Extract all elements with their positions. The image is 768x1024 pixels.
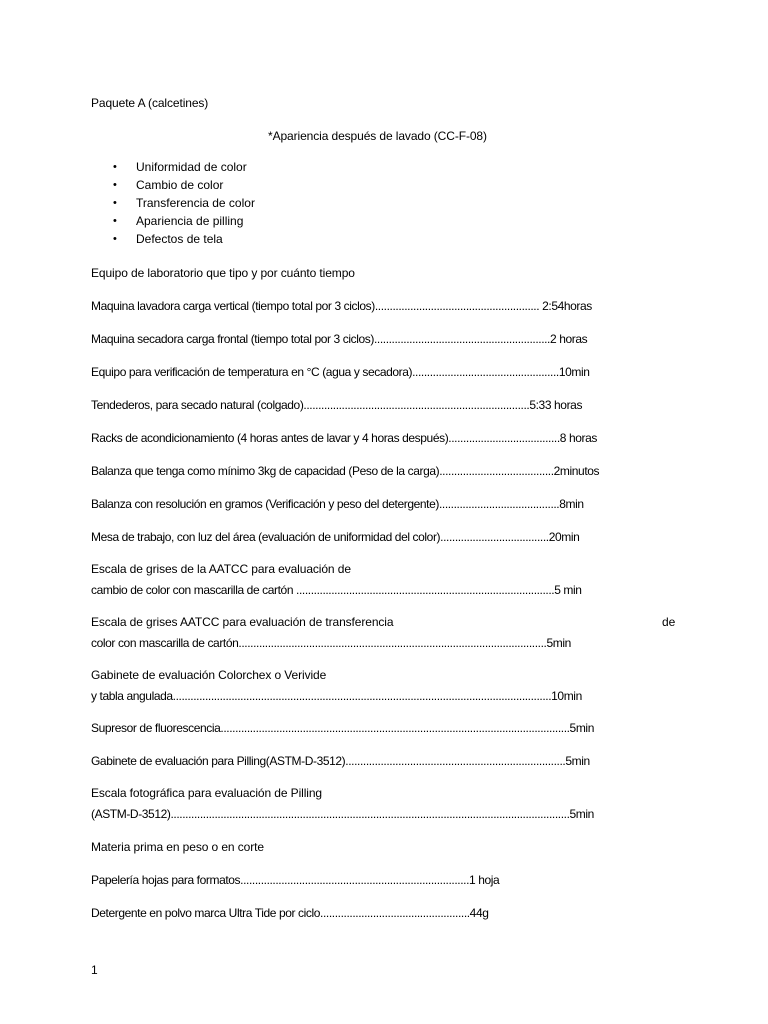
cabinet-line1: Gabinete de evaluación Colorchex o Verivide [91, 668, 327, 682]
equipment-item: Balanza con resolución en gramos (Verificación y peso del detergente).........................................8min [91, 497, 584, 511]
section-title: *Apariencia después de lavado (CC-F-08) [268, 129, 487, 143]
equipment-item: Maquina lavadora carga vertical (tiempo total por 3 ciclos)........................................................ 2:54horas [91, 299, 592, 313]
equipment-item: Mesa de trabajo, con luz del área (evaluación de uniformidad del color).....................................20min [91, 530, 580, 544]
gray-scale-transfer-line2: color con mascarilla de cartón.........................................................................................................5min [91, 636, 571, 650]
equipment-heading: Equipo de laboratorio que tipo y por cuánto tiempo [91, 266, 355, 280]
list-item: • Apariencia de pilling [113, 214, 244, 228]
bullet-list [113, 160, 255, 250]
bullet-icon: • [113, 215, 117, 227]
gray-scale-transfer-line1: Escala de grises AATCC para evaluación de transferencia [91, 615, 394, 629]
materials-heading: Materia prima en peso o en corte [91, 840, 264, 854]
bullet-icon: • [113, 197, 117, 209]
equipment-item: Racks de acondicionamiento (4 horas antes de lavar y 4 horas después)......................................8 horas [91, 431, 598, 445]
equipment-item: Balanza que tenga como mínimo 3kg de capacidad (Peso de la carga).......................................2minutos [91, 464, 600, 478]
list-item: • Uniformidad de color [113, 160, 247, 174]
bullet-icon: • [113, 179, 117, 191]
equipment-item: Maquina secadora carga frontal (tiempo total por 3 ciclos)............................................................2 horas [91, 332, 588, 346]
gray-scale-change-line1: Escala de grises de la AATCC para evaluación de [91, 562, 351, 576]
stationery-item: Papelería hojas para formatos..............................................................................1 hoja [91, 873, 500, 887]
gray-scale-transfer-de: de [662, 615, 676, 629]
photo-scale-line2: (ASTM-D-3512)........................................................................................................................................5min [91, 807, 594, 821]
gray-scale-change-line2: cambio de color con mascarilla de cartón ........................................................................................5 min [91, 583, 582, 597]
pilling-cabinet: Gabinete de evaluación para Pilling(ASTM-D-3512)...........................................................................5min [91, 754, 590, 768]
list-item: • Cambio de color [113, 178, 224, 192]
photo-scale-line1: Escala fotográfica para evaluación de Pilling [91, 786, 322, 800]
equipment-item: Equipo para verificación de temperatura en °C (agua y secadora)..................................................10min [91, 365, 590, 379]
list-item: • Defectos de tela [113, 232, 223, 246]
page-number: 1 [91, 963, 98, 977]
equipment-item: Tendederos, para secado natural (colgado).............................................................................5:33 horas [91, 398, 583, 412]
bullet-icon: • [113, 161, 117, 173]
fluorescence-suppressor: Supresor de fluorescencia.......................................................................................................................5min [91, 721, 594, 735]
cabinet-line2: y tabla angulada.................................................................................................................................10min [91, 689, 582, 703]
bullet-icon: • [113, 233, 117, 245]
detergent-item: Detergente en polvo marca Ultra Tide por ciclo...................................................44g [91, 906, 489, 920]
list-item: • Transferencia de color [113, 196, 255, 210]
package-title: Paquete A (calcetines) [91, 96, 209, 110]
